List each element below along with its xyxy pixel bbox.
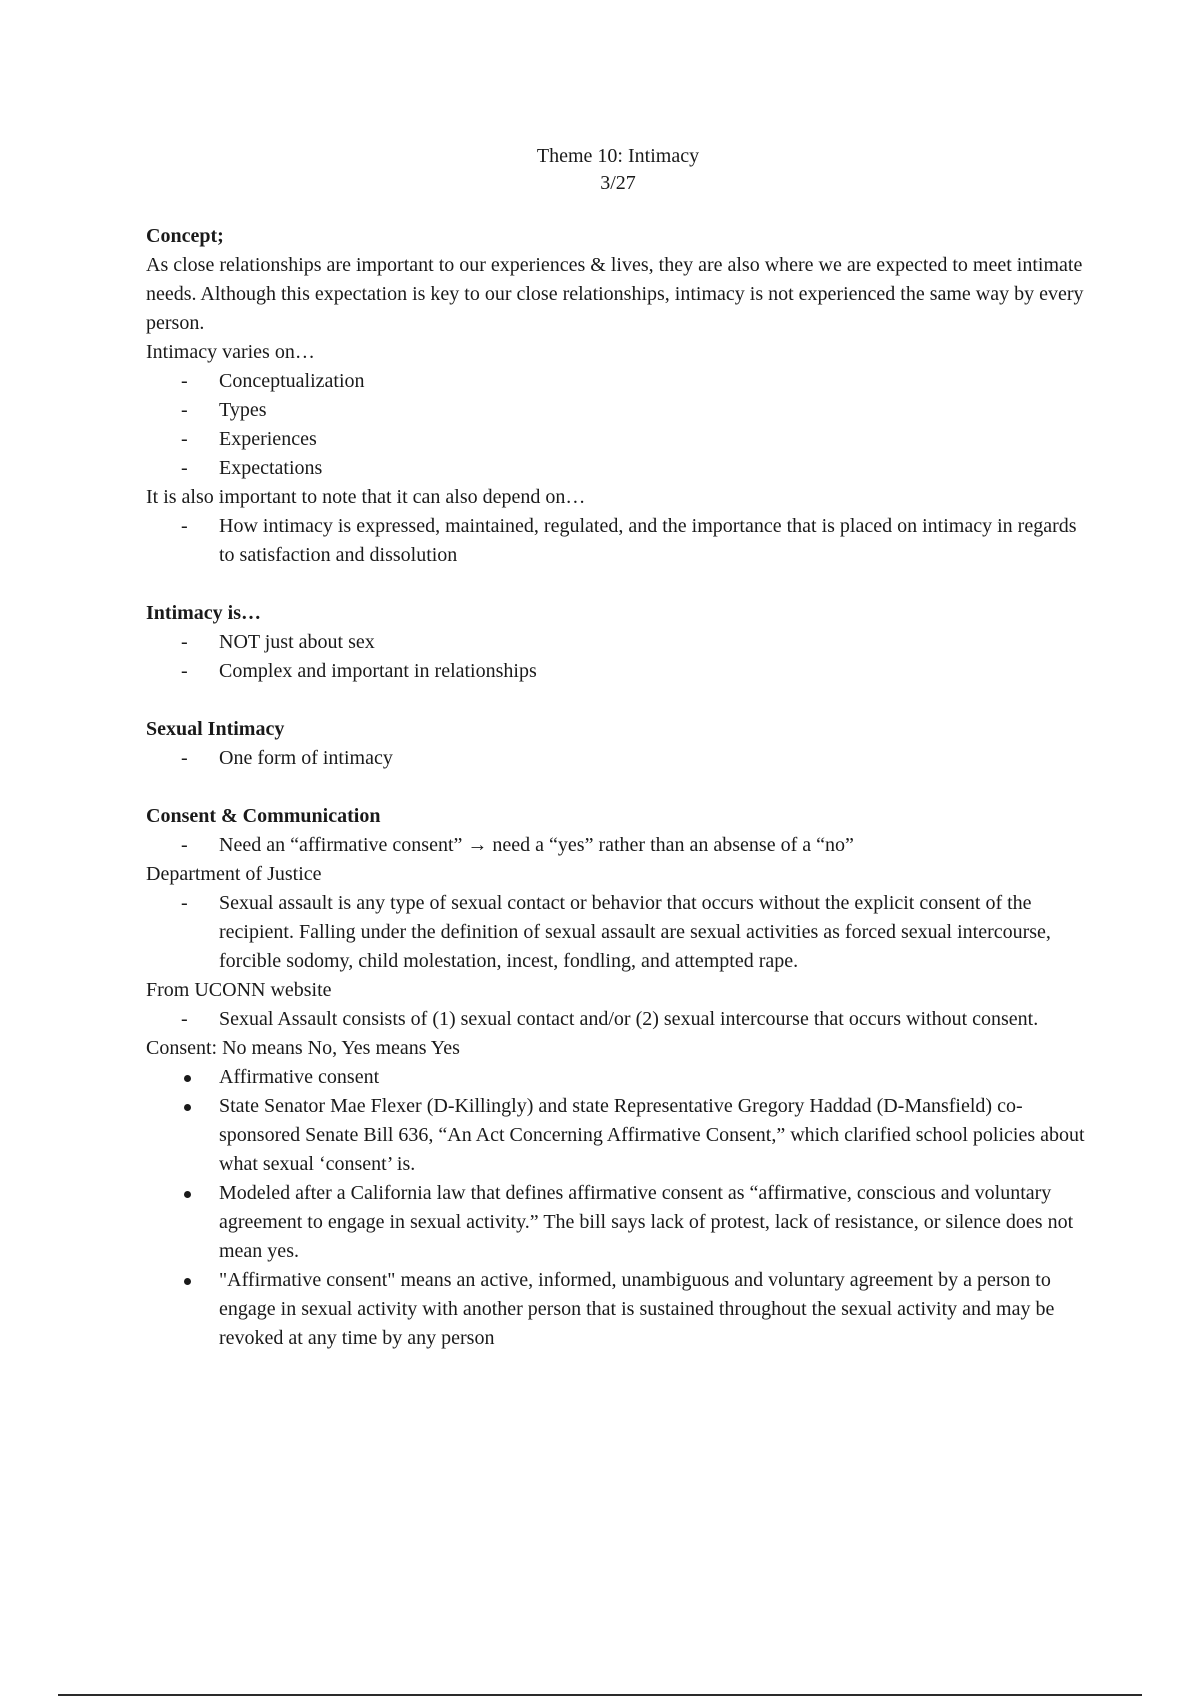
list-item: - Sexual assault is any type of sexual contact or behavior that occurs without the explicit consent of the recipient. Falling under the definition of sexual assault are sexual activities as forced sexual intercourse, forcible sodomy, child molestation, incest, fondling, and attempted rape. xyxy=(146,889,1090,976)
bullet-dot-icon xyxy=(184,1075,191,1082)
list-item: Modeled after a California law that defines affirmative consent as “affirmative, conscious and voluntary agreement to engage in sexual activity.” The bill says lack of protest, lack of resistance, or silence does not mean yes. xyxy=(146,1179,1090,1266)
list-item: - Conceptualization xyxy=(146,367,1090,396)
doj-label: Department of Justice xyxy=(146,863,322,885)
dash-marker: - xyxy=(181,370,188,392)
list-item: - One form of intimacy xyxy=(146,744,1090,773)
list-item: State Senator Mae Flexer (D-Killingly) and state Representative Gregory Haddad (D-Mansfield) co-sponsored Senate Bill 636, “An Act Concerning Affirmative Consent,” which clarified school policies about what sexual ‘consent’ is. xyxy=(146,1092,1090,1179)
page-bottom-rule xyxy=(58,1694,1142,1696)
list-item: - Expectations xyxy=(146,454,1090,483)
uconn-list xyxy=(146,1005,1090,1034)
bullet-dot-icon xyxy=(184,1104,191,1111)
list-item: - Need an “affirmative consent” → need a “yes” rather than an absense of a “no” xyxy=(146,831,1090,860)
consent-heading: Consent & Communication xyxy=(146,805,381,827)
list-item: - Experiences xyxy=(146,425,1090,454)
concept-paragraph: As close relationships are important to our experiences & lives, they are also where we are expected to meet intimate needs. Although this expectation is key to our close relationships, intimacy is not experienced the same way by every person. xyxy=(146,254,1084,334)
dash-marker: - xyxy=(181,457,188,479)
consent-bullet-list xyxy=(146,1063,1090,1353)
dash-marker: - xyxy=(181,660,188,682)
doj-list xyxy=(146,889,1090,976)
intimacy-is-heading: Intimacy is… xyxy=(146,602,261,624)
dash-marker: - xyxy=(181,515,188,537)
sexual-intimacy-list xyxy=(146,744,1090,773)
section-spacer xyxy=(146,686,1090,715)
dash-marker: - xyxy=(181,834,188,856)
dash-marker: - xyxy=(181,892,188,914)
list-item: - Complex and important in relationships xyxy=(146,657,1090,686)
title-block xyxy=(146,143,1090,197)
section-spacer xyxy=(146,773,1090,802)
list-item: "Affirmative consent" means an active, informed, unambiguous and voluntary agreement by a person to engage in sexual activity with another person that is sustained throughout the sexual activity and may be revoked at any time by any person xyxy=(146,1266,1090,1353)
depends-list xyxy=(146,512,1090,570)
dash-marker: - xyxy=(181,631,188,653)
dash-marker: - xyxy=(181,1008,188,1030)
dash-marker: - xyxy=(181,428,188,450)
varies-list xyxy=(146,367,1090,483)
sexual-intimacy-heading: Sexual Intimacy xyxy=(146,718,285,740)
bullet-dot-icon xyxy=(184,1278,191,1285)
section-spacer xyxy=(146,570,1090,599)
uconn-label: From UCONN website xyxy=(146,979,332,1001)
list-item: Affirmative consent xyxy=(146,1063,1090,1092)
varies-intro: Intimacy varies on… xyxy=(146,341,315,363)
document-date: 3/27 xyxy=(600,172,636,194)
list-item: - Types xyxy=(146,396,1090,425)
intimacy-is-list xyxy=(146,628,1090,686)
yes-no-label: Consent: No means No, Yes means Yes xyxy=(146,1037,460,1059)
document-page xyxy=(146,143,1090,1353)
dash-marker: - xyxy=(181,747,188,769)
list-item: - Sexual Assault consists of (1) sexual contact and/or (2) sexual intercourse that occurs without consent. xyxy=(146,1005,1090,1034)
dash-marker: - xyxy=(181,399,188,421)
list-item: - NOT just about sex xyxy=(146,628,1090,657)
concept-heading: Concept; xyxy=(146,225,224,247)
document-title: Theme 10: Intimacy xyxy=(536,145,700,167)
bullet-dot-icon xyxy=(184,1191,191,1198)
list-item: - How intimacy is expressed, maintained, regulated, and the importance that is placed on intimacy in regards to satisfaction and dissolution xyxy=(146,512,1090,570)
depends-intro: It is also important to note that it can also depend on… xyxy=(146,486,586,508)
consent-list xyxy=(146,831,1090,860)
